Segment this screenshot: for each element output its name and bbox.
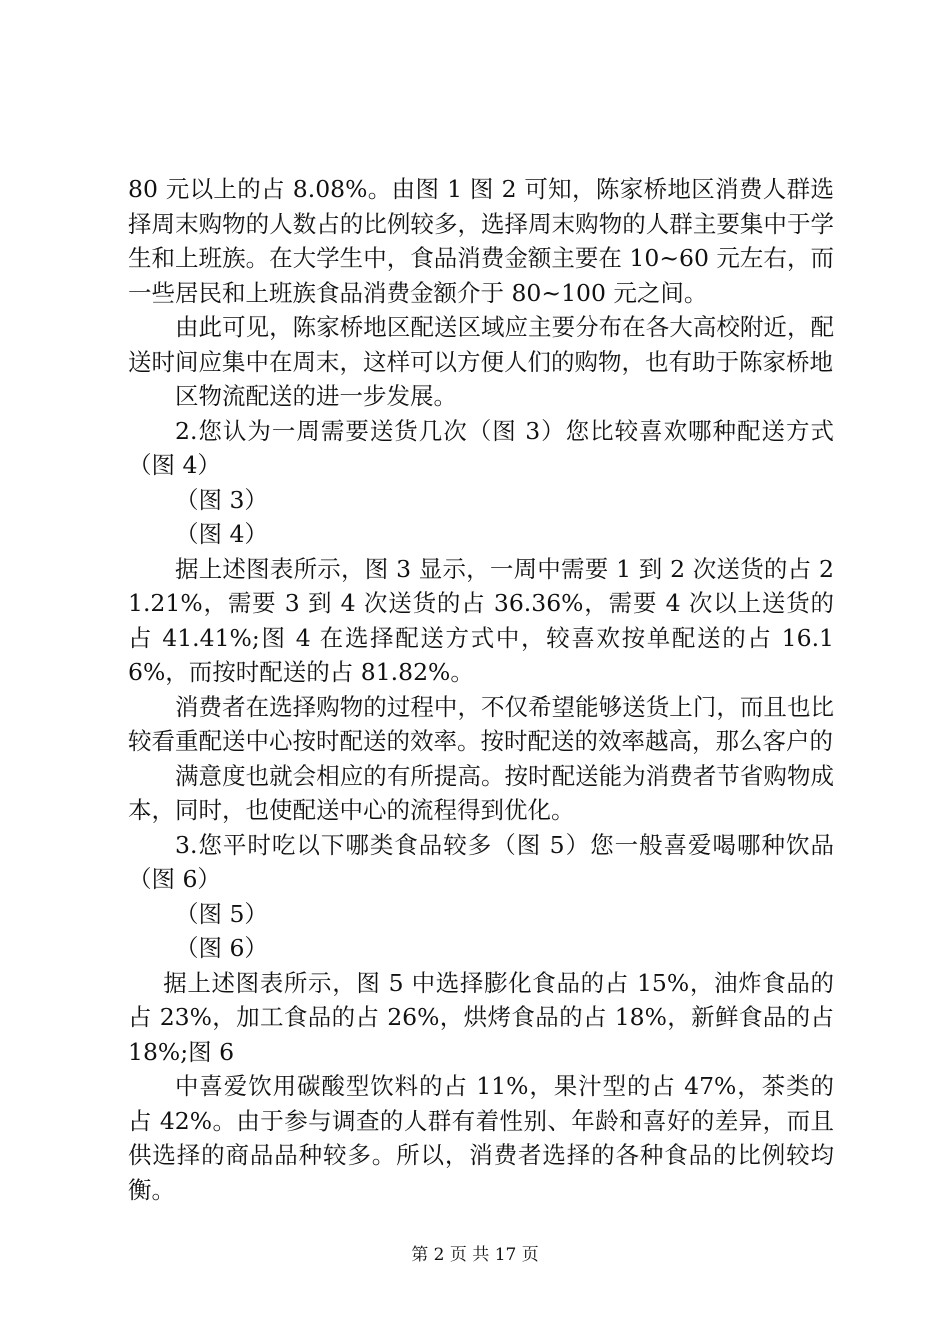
figure-caption-3: （图 3） [175, 485, 268, 514]
page-footer: 第 2 页 共 17 页 [411, 1245, 539, 1265]
figure-caption-4: （图 4） [175, 520, 268, 548]
paragraph-delivery: 消费者在选择购物的过程中，不仅希望能够送货上门，而且也比较看重配送中心按时配送的效率。按时配送的效率越高，那么客户的 [128, 692, 834, 755]
paragraph-satisfaction: 满意度也就会相应的有所提高。按时配送能为消费者节省购物成本，同时，也使配送中心的流程得到优化。 [128, 761, 834, 824]
figure-caption-5: （图 5） [175, 899, 268, 928]
figure-caption-6: （图 6） [175, 934, 268, 962]
paragraph-2: 由此可见，陈家桥地区配送区域应主要分布在各大高校附近，配送时间应集中在周末，这样可以方便人们的购物，也有助于陈家桥地 [128, 313, 834, 376]
question-2: 2.您认为一周需要送货几次（图 3）您比较喜欢哪种配送方式（图 4） [128, 416, 834, 479]
question-3: 3.您平时吃以下哪类食品较多（图 5）您一般喜爱喝哪种饮品（图 6） [128, 830, 834, 893]
paragraph-3: 区物流配送的进一步发展。 [175, 382, 457, 410]
paragraph-fig3-4: 据上述图表所示，图 3 显示，一周中需要 1 到 2 次送货的占 21.21%，需要 3 到 4 次送货的占 36.36%，需要 4 次以上送货的占 41.41%;图 4 在选择配送方式中，较喜欢按单配送的占 16.16%，而按时配送的占 81.82%。 [128, 554, 834, 686]
body-text [128, 172, 834, 1207]
paragraph-1: 80 元以上的占 8.08%。由图 1 图 2 可知，陈家桥地区消费人群选择周末购物的人数占的比例较多，选择周末购物的人群主要集中于学生和上班族。在大学生中，食品消费金额主要在 10~60 元左右，而一些居民和上班族食品消费金额介于 80~100 元之间。 [128, 175, 834, 307]
paragraph-fig6: 中喜爱饮用碳酸型饮料的占 11%，果汁型的占 47%，茶类的占 42%。由于参与调查的人群有着性别、年龄和喜好的差异，而且供选择的商品品种较多。所以，消费者选择的各种食品的比例较均衡。 [128, 1072, 834, 1204]
paragraph-fig5: 据上述图表所示，图 5 中选择膨化食品的占 15%，油炸食品的占 23%，加工食品的占 26%，烘烤食品的占 18%，新鲜食品的占 18%;图 6 [128, 968, 834, 1066]
